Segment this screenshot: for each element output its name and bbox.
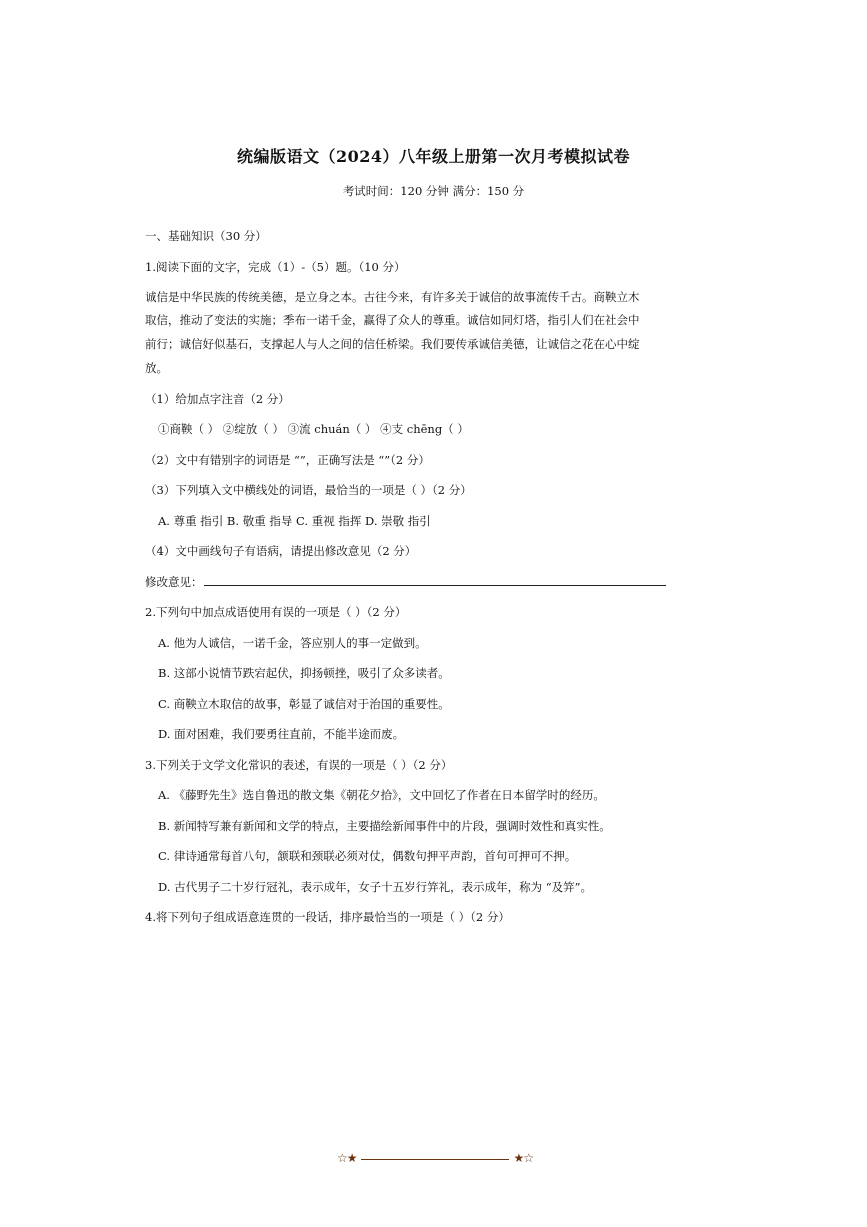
star-icon-left: ☆★ [337, 1151, 357, 1165]
exam-info: 考试时间：120 分钟 满分：150 分 [342, 184, 525, 198]
answer-blank-line[interactable] [204, 585, 666, 586]
sub-question-4: （4）文中画线句子有语病，请提出修改意见（2 分） [145, 544, 417, 558]
sub-question-2: （2）文中有错别字的词语是 “”，正确写法是 “”（2 分） [145, 453, 430, 467]
question-2-option-d: D. 面对困难，我们要勇往直前，不能半途而废。 [158, 727, 405, 741]
sub-question-3: （3）下列填入文中横线处的词语，最恰当的一项是（ ）（2 分） [145, 483, 472, 497]
question-2-option-a: A. 他为人诚信，一诺千金，答应别人的事一定做到。 [158, 636, 427, 650]
sub-question-1-items: ①商鞅（ ） ②绽放（ ） ③流 chuán（ ） ④支 chēng（ ） [158, 422, 469, 436]
question-4-prompt: 4.将下列句子组成语意连贯的一段话，排序最恰当的一项是（ ）（2 分） [145, 910, 510, 924]
footer-ornament [337, 1151, 533, 1169]
question-2-option-c: C. 商鞅立木取信的故事，彰显了诚信对于治国的重要性。 [158, 697, 450, 711]
question-3-option-d: D. 古代男子二十岁行冠礼，表示成年，女子十五岁行笄礼，表示成年，称为 “及笄”。 [158, 880, 593, 894]
footer-rule [361, 1159, 509, 1160]
question-3-prompt: 3.下列关于文学文化常识的表述，有误的一项是（ ）（2 分） [145, 758, 453, 772]
passage-line-2: 取信，推动了变法的实施；季布一诺千金，赢得了众人的尊重。诚信如同灯塔，指引人们在社会中 [145, 313, 640, 327]
question-3-option-b: B. 新闻特写兼有新闻和文学的特点，主要描绘新闻事件中的片段，强调时效性和真实性。 [158, 819, 611, 833]
section-heading: 一、基础知识（30 分） [145, 229, 267, 243]
passage-line-3: 前行；诚信好似基石，支撑起人与人之间的信任桥梁。我们要传承诚信美德，让诚信之花在心中绽 [145, 337, 640, 351]
passage-line-4: 放。 [145, 361, 168, 375]
sub-question-3-options: A. 尊重 指引 B. 敬重 指导 C. 重视 指挥 D. 崇敬 指引 [158, 514, 431, 528]
passage-line-1: 诚信是中华民族的传统美德，是立身之本。古往今来，有许多关于诚信的故事流传千古。商鞅立木 [145, 290, 640, 304]
revise-label: 修改意见： [145, 575, 203, 589]
question-2-prompt: 2.下列句中加点成语使用有误的一项是（ ）（2 分） [145, 605, 407, 619]
star-icon-right: ★☆ [513, 1151, 533, 1165]
page-title: 统编版语文（2024）八年级上册第一次月考模拟试卷 [236, 147, 631, 166]
question-1-prompt: 1.阅读下面的文字，完成（1）-（5）题。（10 分） [145, 260, 406, 274]
question-2-option-b: B. 这部小说情节跌宕起伏，抑扬顿挫，吸引了众多读者。 [158, 666, 450, 680]
question-3-option-c: C. 律诗通常每首八句，颔联和颈联必须对仗，偶数句押平声韵，首句可押可不押。 [158, 849, 577, 863]
sub-question-1: （1）给加点字注音（2 分） [145, 392, 290, 406]
question-3-option-a: A. 《藤野先生》选自鲁迅的散文集《朝花夕拾》，文中回忆了作者在日本留学时的经历。 [158, 788, 605, 802]
